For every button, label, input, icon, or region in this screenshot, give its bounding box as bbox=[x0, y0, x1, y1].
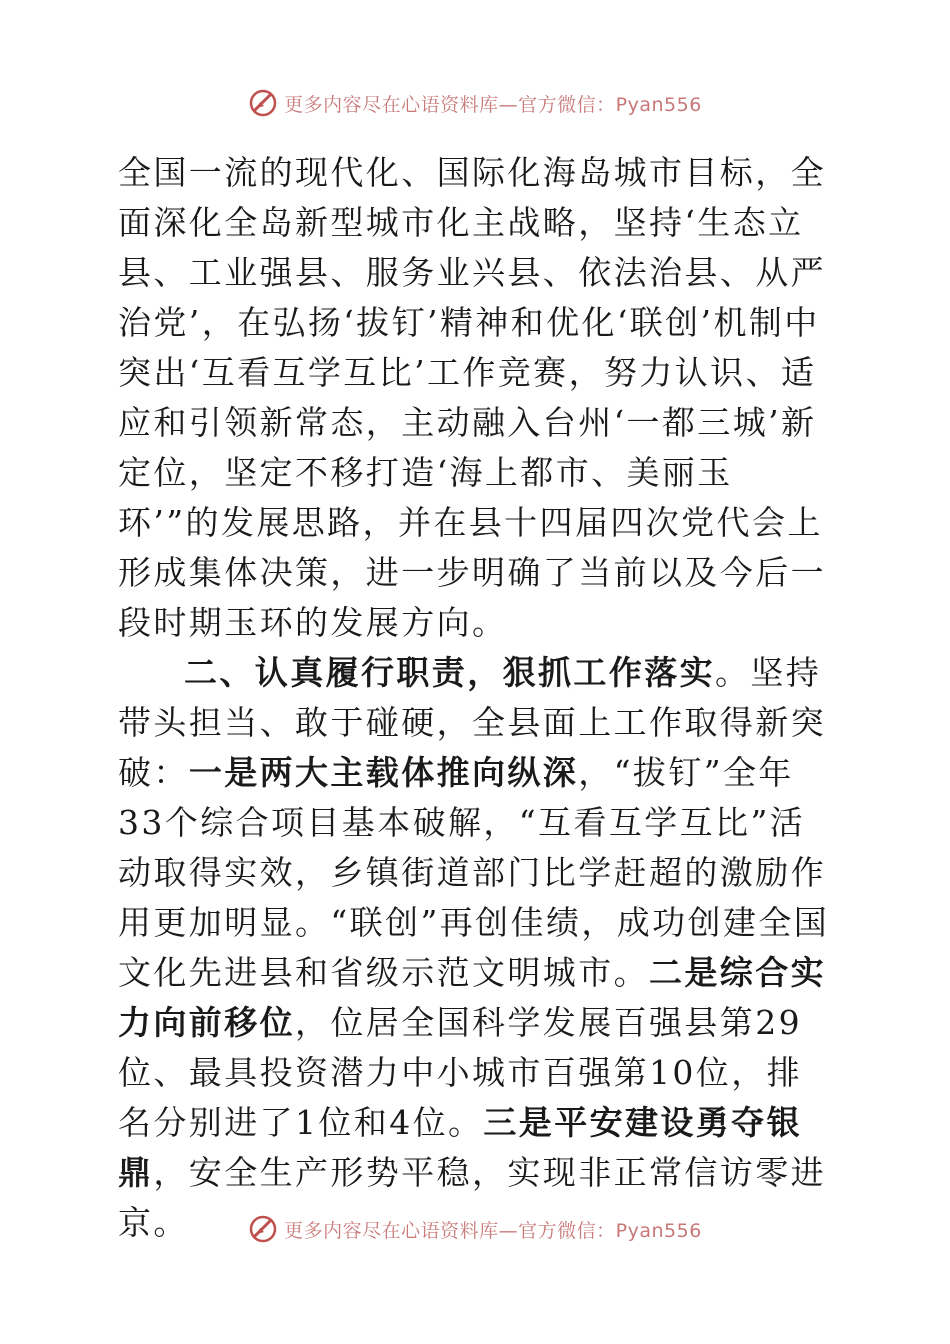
paragraph-1: 全国一流的现代化、国际化海岛城市目标，全面深化全岛新型城市化主战略，坚持‘生态立县、工业强县、服务业兴县、依法治县、从严治党’，在弘扬‘拔钉’精神和优化‘联创’机制中突出‘互看互学互比’工作竞赛，努力认识、适应和引领新常态，主动融入台州‘一都三城’新定位，坚定不移打造‘海上都市、美丽玉环’”的发展思路，并在县十四届四次党代会上形成集体决策，进一步明确了当前以及今后一段时期玉环的发展方向。 bbox=[118, 153, 826, 642]
paragraph-2 bbox=[118, 648, 834, 1248]
brush-logo-icon bbox=[248, 1214, 278, 1244]
section-heading: 二、认真履行职责，狠抓工作落实 bbox=[184, 653, 715, 692]
point-heading-3: 三是平安建设勇夺银鼎 bbox=[118, 1103, 803, 1192]
watermark-text: 更多内容尽在心语资料库—官方微信：Pyan556 bbox=[284, 93, 702, 116]
text-run: ，安全生产形势平稳，实现非正常信访零进京。 bbox=[118, 1153, 827, 1242]
brush-logo-icon bbox=[248, 88, 278, 118]
text-run: ，位居全国科学发展百强县第29位、最具投资潜力中小城市百强第10位，排名分别进了1位和4位。 bbox=[118, 1003, 802, 1142]
footer-watermark bbox=[0, 1212, 950, 1246]
header-watermark bbox=[0, 86, 950, 120]
watermark-text: 更多内容尽在心语资料库—官方微信：Pyan556 bbox=[284, 1219, 702, 1242]
point-heading-1: 一是两大主载体推向纵深 bbox=[188, 753, 579, 792]
text-run: 。坚持带头担当、敢于碰硬，全县面上工作取得新突破： bbox=[118, 653, 826, 792]
document-body bbox=[118, 148, 834, 1248]
text-run: ，“拔钉”全年33个综合项目基本破解，“互看互学互比”活动取得实效，乡镇街道部门比学赶超的激励作用更加明显。“联创”再创佳绩，成功创建全国文化先进县和省级示范文明城市。 bbox=[118, 753, 830, 992]
point-heading-2: 二是综合实力向前移位 bbox=[118, 953, 826, 1042]
